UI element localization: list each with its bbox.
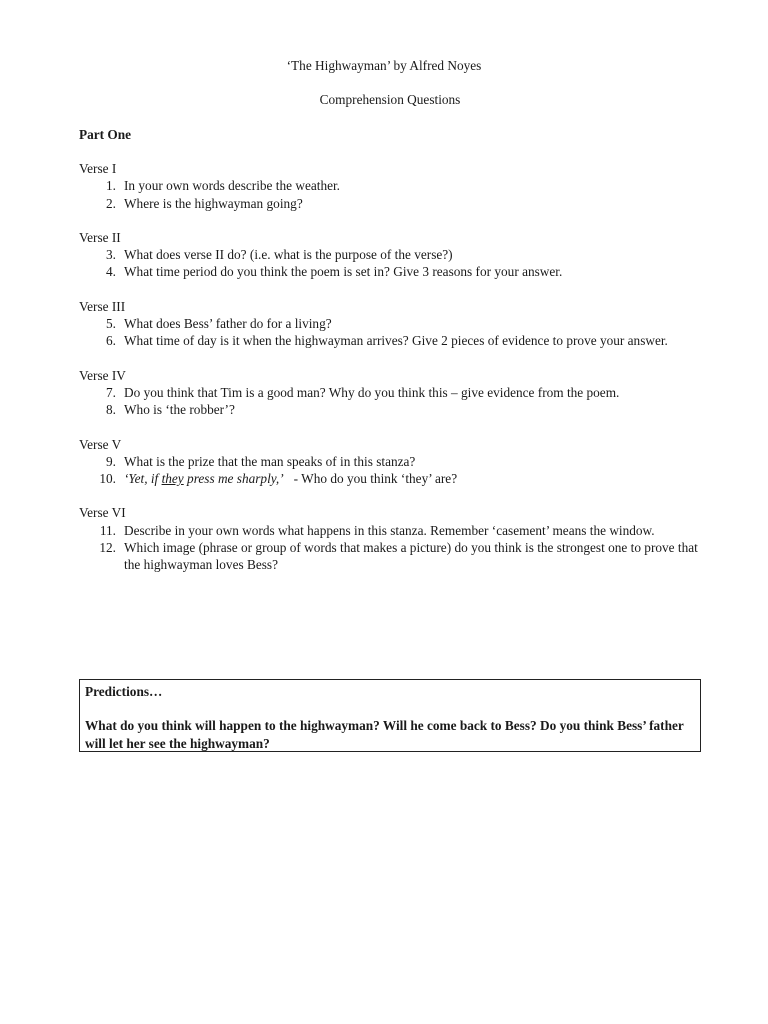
question-text: What time of day is it when the highwayman arrives? Give 2 pieces of evidence to prove your answer. [124, 333, 668, 349]
question-number: 5. [106, 316, 116, 332]
predictions-title: Predictions… [85, 684, 163, 699]
question-item [79, 522, 709, 539]
question-text: Where is the highwayman going? [124, 195, 303, 211]
question-item [79, 453, 709, 470]
question-number: 9. [106, 453, 116, 469]
question-number: 7. [106, 384, 116, 400]
questions-section [79, 160, 709, 591]
question-item [79, 401, 709, 418]
question-number: 11. [99, 522, 116, 538]
question-text [124, 470, 709, 487]
question-item [79, 470, 709, 487]
quote-before: ‘Yet, if [124, 471, 162, 487]
verse-block [79, 229, 709, 281]
question-number: 3. [106, 247, 116, 263]
question-number: 1. [106, 178, 116, 194]
verse-block [79, 298, 709, 350]
predictions-box [79, 679, 701, 752]
verse-title: Verse II [79, 229, 121, 245]
question-item [79, 177, 709, 194]
question-item [79, 246, 709, 263]
question-text: Describe in your own words what happens in this stanza. Remember ‘casement’ means the window. [124, 522, 655, 538]
question-number: 6. [106, 333, 116, 349]
verse-block [79, 436, 709, 488]
question-item [79, 315, 709, 332]
quote-after: press me sharply,’ [183, 471, 284, 487]
question-item [79, 263, 709, 280]
verse-block [79, 504, 709, 573]
question-item [79, 384, 709, 401]
question-text: In your own words describe the weather. [124, 178, 341, 194]
question-text: What is the prize that the man speaks of in this stanza? [124, 453, 416, 469]
verse-title: Verse V [79, 436, 122, 452]
predictions-text: What do you think will happen to the highwayman? Will he come back to Bess? Do you think Bess’ father will let her see the highwayman? [85, 718, 684, 751]
verse-title: Verse III [79, 298, 126, 314]
question-text-after: - Who do you think ‘they’ are? [283, 471, 458, 487]
verse-title: Verse VI [79, 505, 126, 521]
question-number: 4. [106, 264, 116, 280]
question-number: 8. [106, 402, 116, 418]
document-title: ‘The Highwayman’ by Alfred Noyes [286, 58, 482, 73]
question-item [79, 195, 709, 212]
quote-emphasis: they [161, 471, 184, 487]
verse-block [79, 367, 709, 419]
question-number: 2. [106, 195, 116, 211]
question-text: Who is ‘the robber’? [124, 402, 235, 418]
question-text: Which image (phrase or group of words that makes a picture) do you think is the strongest one to prove that the highwayman loves Bess? [124, 540, 698, 573]
verse-title: Verse I [79, 161, 117, 176]
verse-title: Verse IV [79, 367, 126, 383]
question-text: What does Bess’ father do for a living? [124, 316, 332, 332]
question-number: 10. [99, 471, 116, 487]
question-item [79, 332, 709, 349]
verse-block [79, 160, 709, 212]
question-text: What does verse II do? (i.e. what is the purpose of the verse?) [124, 247, 453, 263]
question-item [79, 539, 709, 574]
document-subtitle: Comprehension Questions [319, 92, 461, 107]
part-heading: Part One [79, 127, 132, 142]
question-number: 12. [99, 540, 116, 556]
question-text: Do you think that Tim is a good man? Why do you think this – give evidence from the poem. [124, 384, 620, 400]
question-text: What time period do you think the poem is set in? Give 3 reasons for your answer. [124, 264, 563, 280]
